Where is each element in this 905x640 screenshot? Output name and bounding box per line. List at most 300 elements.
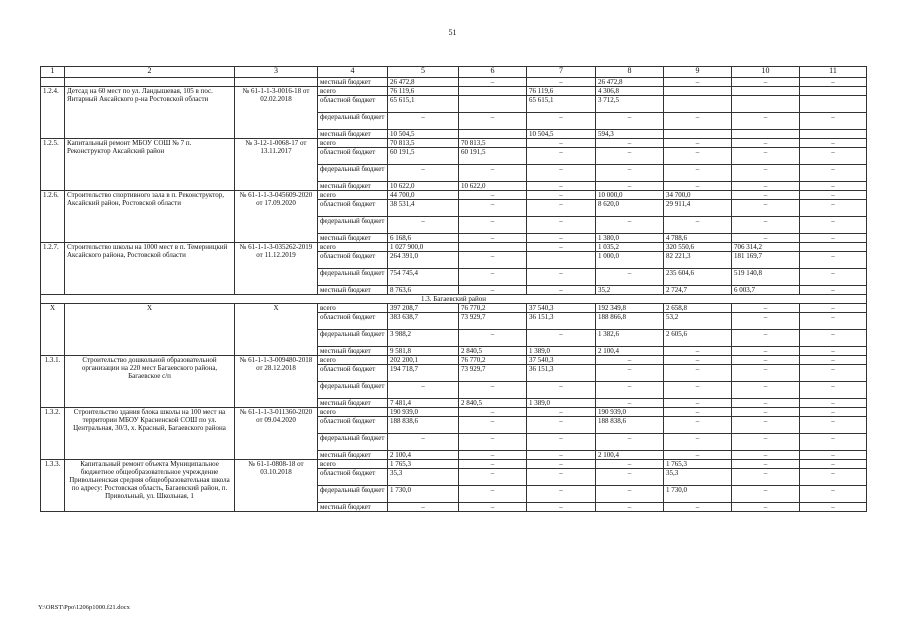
value-cell: – [459,434,527,451]
value-cell: 235 604,6 [664,269,732,286]
value-cell: – [388,503,459,512]
value-cell [459,96,527,113]
value-cell: – [527,408,596,417]
value-cell: 37 540,3 [527,356,596,365]
value-cell: – [527,330,596,347]
value-cell: – [732,191,800,200]
value-cell: 70 813,5 [388,139,459,148]
value-cell: 70 813,5 [459,139,527,148]
object-name: Строительство спортивного зала в п. Реконструктор, Аксайский район, Ростовской области [65,191,235,243]
entry-number: 1.2.6. [41,191,65,243]
value-cell: – [664,217,732,234]
value-cell: 188 838,6 [596,417,664,434]
value-cell: – [388,113,459,130]
value-cell: 7 481,4 [388,399,459,408]
value-cell: – [596,165,664,182]
value-cell: 26 472,8 [596,78,664,87]
value-cell: 202 200,1 [388,356,459,365]
project-document: № 61-1-0808-18 от 03.10.2018 [235,460,318,512]
value-cell: – [596,113,664,130]
value-cell: 26 472,8 [388,78,459,87]
value-cell: – [664,113,732,130]
value-cell: – [596,365,664,382]
value-cell [459,87,527,96]
table-row [41,87,867,96]
value-cell: – [732,460,800,469]
value-cell: – [800,503,867,512]
value-cell: – [664,451,732,460]
value-cell: – [800,460,867,469]
col-header: 10 [732,67,800,78]
value-cell: – [459,503,527,512]
col-header: 8 [596,67,664,78]
col-header: 4 [318,67,388,78]
value-cell: – [664,78,732,87]
value-cell: – [732,469,800,486]
value-cell: – [732,217,800,234]
value-cell: 82 221,3 [664,252,732,269]
value-cell [800,243,867,252]
value-cell [800,96,867,113]
value-cell: – [800,217,867,234]
value-cell: 6 168,6 [388,234,459,243]
value-cell: – [527,78,596,87]
funding-type: местный бюджет [318,234,388,243]
value-cell [732,87,800,96]
value-cell: 181 169,7 [732,252,800,269]
funding-type: всего [318,356,388,365]
value-cell: – [459,200,527,217]
value-cell: – [459,382,527,399]
table-row [41,191,867,200]
value-cell: 44 700,0 [388,191,459,200]
value-cell: – [732,356,800,365]
value-cell: – [596,382,664,399]
value-cell: – [459,330,527,347]
entry-number: Х [41,304,65,356]
value-cell: 73 929,7 [459,365,527,382]
funding-type: местный бюджет [318,78,388,87]
funding-type: местный бюджет [318,182,388,191]
value-cell: 76 119,6 [527,87,596,96]
table-body [41,67,867,512]
value-cell: – [732,330,800,347]
funding-type: федеральный бюджет [318,113,388,130]
value-cell: 35,2 [596,286,664,295]
value-cell: – [800,469,867,486]
funding-type: всего [318,408,388,417]
col-header: 1 [41,67,65,78]
value-cell: – [800,382,867,399]
value-cell: 188 866,8 [596,313,664,330]
value-cell: – [596,139,664,148]
value-cell: 190 939,0 [388,408,459,417]
value-cell: – [664,417,732,434]
value-cell: – [459,252,527,269]
value-cell: – [800,417,867,434]
value-cell: 29 911,4 [664,200,732,217]
value-cell: 1 380,0 [596,234,664,243]
value-cell: 190 939,0 [596,408,664,417]
value-cell: – [664,182,732,191]
value-cell: – [664,503,732,512]
value-cell: 8 763,6 [388,286,459,295]
value-cell: – [800,286,867,295]
value-cell: 38 531,4 [388,200,459,217]
value-cell: 320 550,6 [664,243,732,252]
entry-number: 1.2.4. [41,87,65,139]
value-cell: – [459,286,527,295]
object-name: Строительство школы на 1000 мест в п. Темерницкий Аксайского района, Ростовской области [65,243,235,295]
header-row [41,67,867,78]
value-cell: 2 100,4 [388,451,459,460]
value-cell: – [664,408,732,417]
value-cell: – [596,503,664,512]
value-cell: – [459,78,527,87]
value-cell: – [459,113,527,130]
value-cell: 188 838,6 [388,417,459,434]
value-cell: – [664,365,732,382]
value-cell: – [527,182,596,191]
funding-type: областной бюджет [318,365,388,382]
funding-type: областной бюджет [318,252,388,269]
value-cell: 1 730,0 [388,486,459,503]
value-cell: 754 745,4 [388,269,459,286]
value-cell: – [459,217,527,234]
value-cell: 194 718,7 [388,365,459,382]
value-cell: – [527,165,596,182]
footer-file-path: Y:\ORST\Ppo\1206p1000.f21.docx [38,604,130,611]
value-cell: 1 765,3 [388,460,459,469]
entry-number: 1.3.3. [41,460,65,512]
value-cell: 65 615,1 [527,96,596,113]
value-cell: – [527,191,596,200]
value-cell: 3 712,5 [596,96,664,113]
value-cell: 1 382,6 [596,330,664,347]
value-cell: – [732,313,800,330]
value-cell [459,243,527,252]
value-cell: – [388,434,459,451]
value-cell: – [800,365,867,382]
value-cell: – [527,217,596,234]
value-cell [800,87,867,96]
value-cell: 1 765,3 [664,460,732,469]
value-cell: – [732,451,800,460]
project-document: Х [235,304,318,356]
value-cell: 706 314,2 [732,243,800,252]
budget-table [40,66,867,512]
value-cell: – [596,182,664,191]
value-cell: – [527,503,596,512]
section-title: 1.3. Багаевский район [41,295,867,304]
table-row [41,460,867,469]
cell [65,78,235,87]
entry-number: 1.3.2. [41,408,65,460]
cell [41,78,65,87]
value-cell: 65 615,1 [388,96,459,113]
funding-type: областной бюджет [318,469,388,486]
value-cell: 10 622,0 [388,182,459,191]
col-header: 11 [800,67,867,78]
value-cell: – [527,269,596,286]
value-cell: – [596,486,664,503]
value-cell: – [800,330,867,347]
col-header: 3 [235,67,318,78]
value-cell: – [388,217,459,234]
funding-type: местный бюджет [318,286,388,295]
value-cell: – [527,139,596,148]
table-row [41,304,867,313]
object-name: Детсад на 60 мест по ул. Ландышевая, 105 в пос. Янтарный Аксайского р-на Ростовской области [65,87,235,139]
funding-type: местный бюджет [318,503,388,512]
value-cell: – [800,113,867,130]
value-cell: 397 208,7 [388,304,459,313]
value-cell: – [732,304,800,313]
funding-type: всего [318,87,388,96]
value-cell: 1 389,0 [527,347,596,356]
value-cell: – [596,269,664,286]
value-cell: – [527,113,596,130]
value-cell: – [459,417,527,434]
value-cell: 35,3 [664,469,732,486]
entry-number: 1.2.7. [41,243,65,295]
value-cell: – [732,503,800,512]
project-document: № 61-1-1-3-0016-18 от 02.02.2018 [235,87,318,139]
funding-type: федеральный бюджет [318,434,388,451]
value-cell: – [459,451,527,460]
value-cell: 2 840,5 [459,347,527,356]
value-cell: – [800,451,867,460]
section-row [41,295,867,304]
value-cell: 76 770,2 [459,356,527,365]
value-cell: – [527,382,596,399]
funding-type: федеральный бюджет [318,486,388,503]
project-document: № 3-12-1-0068-17 от 13.11.2017 [235,139,318,191]
value-cell: – [732,148,800,165]
value-cell: – [664,399,732,408]
table-row [41,139,867,148]
value-cell: 36 151,3 [527,365,596,382]
funding-type: местный бюджет [318,451,388,460]
value-cell [459,130,527,139]
value-cell: – [596,217,664,234]
value-cell: – [596,469,664,486]
value-cell: – [527,200,596,217]
value-cell: 9 581,8 [388,347,459,356]
value-cell: – [459,234,527,243]
project-document: № 61-1-1-3-009480-2018 от 28.12.2018 [235,356,318,408]
value-cell: – [664,382,732,399]
object-name: Строительство дошкольной образовательной организации на 220 мест Багаевского района, Багаевское с/п [65,356,235,408]
value-cell: 519 140,8 [732,269,800,286]
value-cell: 10 504,5 [527,130,596,139]
value-cell: – [596,399,664,408]
object-name: Строительство здания блока школы на 100 мест на территории МБОУ Красненской СОШ по ул. Центральная, 30/3, х. Красный, Багаевского района [65,408,235,460]
value-cell: – [732,165,800,182]
value-cell: 10 000,0 [596,191,664,200]
value-cell [664,96,732,113]
value-cell: – [800,399,867,408]
value-cell: – [800,356,867,365]
value-cell: 76 770,2 [459,304,527,313]
value-cell: – [527,460,596,469]
value-cell: – [664,434,732,451]
funding-type: местный бюджет [318,399,388,408]
value-cell: – [388,165,459,182]
value-cell: – [459,191,527,200]
value-cell: – [664,139,732,148]
value-cell [732,96,800,113]
value-cell: 3 988,2 [388,330,459,347]
value-cell [800,130,867,139]
value-cell: – [459,469,527,486]
value-cell: – [459,165,527,182]
funding-type: федеральный бюджет [318,217,388,234]
funding-type: областной бюджет [318,96,388,113]
value-cell: – [596,434,664,451]
value-cell: – [596,460,664,469]
value-cell: 6 003,7 [732,286,800,295]
value-cell: – [732,200,800,217]
value-cell [732,130,800,139]
value-cell: – [800,200,867,217]
value-cell: – [800,148,867,165]
value-cell: 264 391,0 [388,252,459,269]
value-cell: 60 191,5 [388,148,459,165]
value-cell: – [732,78,800,87]
value-cell [664,130,732,139]
value-cell: 53,2 [664,313,732,330]
entry-number: 1.2.5. [41,139,65,191]
value-cell: 383 638,7 [388,313,459,330]
funding-type: федеральный бюджет [318,269,388,286]
value-cell: – [800,191,867,200]
value-cell: – [732,139,800,148]
value-cell: – [800,78,867,87]
funding-type: областной бюджет [318,148,388,165]
object-name: Капитальный ремонт объекта Муниципальное бюджетное общеобразовательное учреждение Привольненская средняя общеобразовательная школа по адресу: Ростовская область, Багаевский район, п. Привольный, ул. Школьная, 1 [65,460,235,512]
col-header: 6 [459,67,527,78]
value-cell: – [732,365,800,382]
project-document: № 61-1-1-3-035262-2019 от 11.12.2019 [235,243,318,295]
project-document: № 61-1-1-3-045609-2020 от 17.09.2020 [235,191,318,243]
value-cell: 60 191,5 [459,148,527,165]
value-cell: 2 605,6 [664,330,732,347]
entry-number: 1.3.1. [41,356,65,408]
value-cell: – [800,486,867,503]
funding-type: всего [318,243,388,252]
value-cell: – [459,460,527,469]
value-cell [664,87,732,96]
value-cell: – [732,382,800,399]
carryover-row [41,78,867,87]
value-cell: 4 788,6 [664,234,732,243]
value-cell: 1 730,0 [664,486,732,503]
project-document: № 61-1-1-3-011360-2020 от 09.04.2020 [235,408,318,460]
page-number: 51 [448,28,457,37]
value-cell: – [732,182,800,191]
value-cell: – [800,434,867,451]
value-cell: – [732,234,800,243]
value-cell: 10 622,0 [459,182,527,191]
value-cell: – [800,165,867,182]
value-cell: – [732,347,800,356]
funding-type: областной бюджет [318,313,388,330]
value-cell: 1 027 900,0 [388,243,459,252]
funding-type: всего [318,191,388,200]
funding-type: федеральный бюджет [318,382,388,399]
value-cell: – [527,286,596,295]
value-cell: – [800,269,867,286]
value-cell: – [664,148,732,165]
value-cell: 36 151,3 [527,313,596,330]
value-cell: – [596,148,664,165]
funding-type: всего [318,304,388,313]
value-cell: 2 100,4 [596,451,664,460]
value-cell: 76 119,6 [388,87,459,96]
value-cell: 2 658,8 [664,304,732,313]
value-cell: – [459,408,527,417]
funding-type: местный бюджет [318,347,388,356]
value-cell: 2 840,5 [459,399,527,408]
col-header: 9 [664,67,732,78]
value-cell: – [800,408,867,417]
value-cell: – [800,182,867,191]
value-cell: – [459,486,527,503]
value-cell: 10 504,5 [388,130,459,139]
funding-type: местный бюджет [318,130,388,139]
col-header: 7 [527,67,596,78]
value-cell: 1 389,0 [527,399,596,408]
value-cell: 2 724,7 [664,286,732,295]
value-cell: – [527,417,596,434]
value-cell: – [732,399,800,408]
value-cell: – [527,243,596,252]
table-row [41,243,867,252]
value-cell: – [800,304,867,313]
cell [235,78,318,87]
table-row [41,408,867,417]
value-cell: 1 000,0 [596,252,664,269]
value-cell: – [800,234,867,243]
value-cell: 2 100,4 [596,347,664,356]
value-cell: – [664,347,732,356]
value-cell: – [527,434,596,451]
funding-type: всего [318,139,388,148]
value-cell: – [800,313,867,330]
value-cell: – [527,469,596,486]
value-cell: 192 349,8 [596,304,664,313]
value-cell: – [732,113,800,130]
value-cell: 4 306,8 [596,87,664,96]
value-cell [527,252,596,269]
object-name: Капитальный ремонт МБОУ СОШ № 7 п. Реконструктор Аксайский район [65,139,235,191]
funding-type: областной бюджет [318,200,388,217]
value-cell: – [527,234,596,243]
object-name: Х [65,304,235,356]
col-header: 5 [388,67,459,78]
value-cell: – [459,269,527,286]
col-header: 2 [65,67,235,78]
value-cell: – [732,434,800,451]
value-cell: 34 700,0 [664,191,732,200]
value-cell: – [800,139,867,148]
value-cell: – [388,382,459,399]
value-cell: – [527,486,596,503]
value-cell: – [732,417,800,434]
value-cell: 35,3 [388,469,459,486]
value-cell: – [732,486,800,503]
